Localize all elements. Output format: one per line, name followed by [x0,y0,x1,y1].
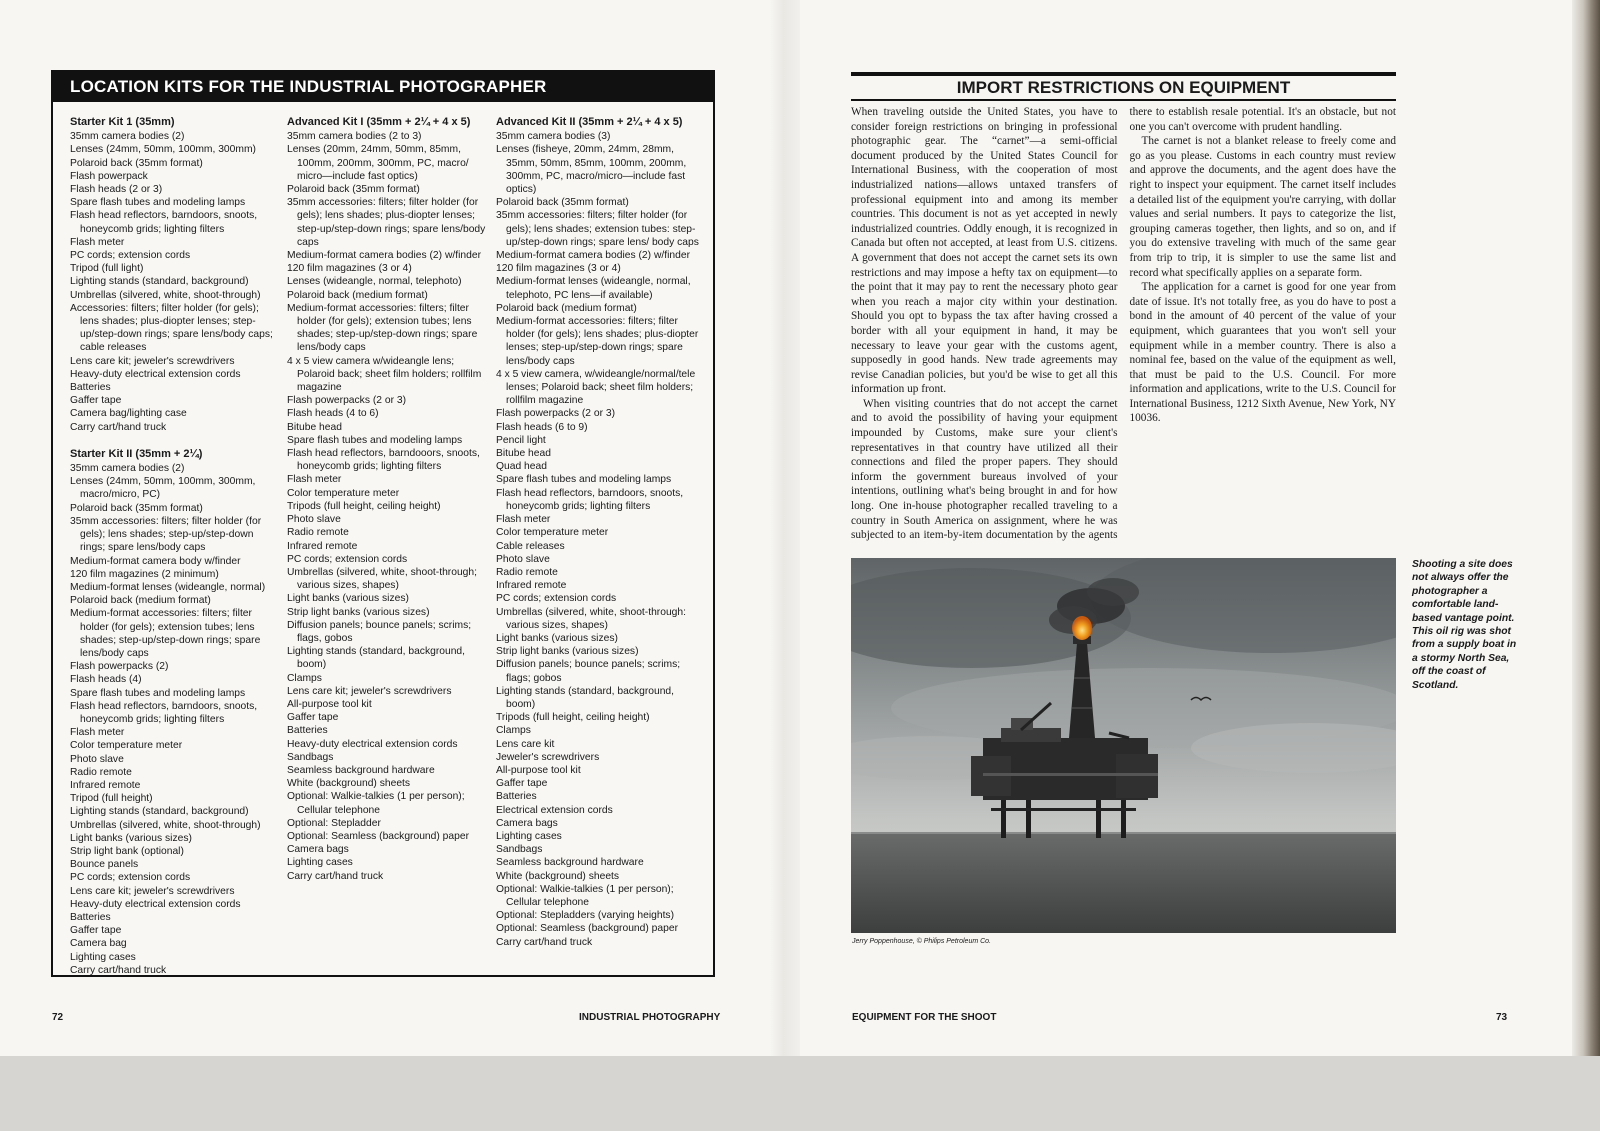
kit-item: White (background) sheets [496,870,620,882]
location-kits-box [51,70,715,977]
kit-column-2 [287,116,487,897]
kit-item: Optional: Seamless (background) paper [496,923,679,935]
kit-item: Umbrellas (silvered, white, shoot-through; various sizes, shapes) [287,566,477,592]
kit-item: Polaroid back (35mm format) [496,197,629,209]
kit-item: Accessories: filters; filter holder (for gels); lens shades; plus-diopter lenses; step-up/step-down rings; spare lens/body caps; cable releases [70,302,273,354]
kit-item: Lighting cases [70,951,136,963]
running-footer-left: INDUSTRIAL PHOTOGRAPHY [579,1012,721,1023]
kit-item: Carry cart/hand truck [287,870,384,882]
kit-heading: Starter Kit 1 (35mm) [70,116,175,128]
oil-rig-photo [851,558,1396,933]
kit-item: Strip light bank (optional) [70,845,184,857]
kit-item: Optional: Seamless (background) paper [287,830,470,842]
kit-item: Batteries [496,791,537,803]
kit-item: Tripods (full height, ceiling height) [287,500,441,512]
background-surface [0,1056,1600,1131]
kit-item: 120 film magazines (3 or 4) [287,263,412,275]
kit-item: Light banks (various sizes) [287,593,409,605]
kit-item: Pencil light [496,434,546,446]
kit-item: Seamless background hardware [287,764,435,776]
kit-item: Light banks (various sizes) [70,832,192,844]
kit-heading: Advanced Kit I (35mm + 2¼ + 4 x 5) [287,116,471,128]
kit-item: 35mm accessories: filters; filter holder (for gels); lens shades; step-up/step-down rings; spare lens/body caps [70,515,262,554]
kit-item: Polaroid back (medium format) [496,302,637,314]
kit-item: PC cords; extension cords [496,593,617,605]
kit-item: Medium-format lenses (wideangle, normal) [70,581,266,593]
page-number-right: 73 [1496,1012,1508,1023]
kit-item: Camera bags [496,817,558,829]
kit-item: Polaroid back (medium format) [287,289,428,301]
kit-item: Optional: Stepladders (varying heights) [496,910,675,922]
kit-item: Polaroid back (medium format) [70,595,211,607]
kit-column-1 [70,116,275,991]
kit-item: Heavy-duty electrical extension cords [287,738,458,750]
kit-item: Seamless background hardware [496,857,644,869]
kit-item: Camera bag [70,938,127,950]
kit-item: PC cords; extension cords [70,872,191,884]
kit-item: Lighting stands (standard, background) [70,806,249,818]
box-title: LOCATION KITS FOR THE INDUSTRIAL PHOTOGRAPHER [53,72,713,102]
kit-item: Gaffer tape [70,925,122,937]
kit-item: 35mm accessories: filters; filter holder (for gels); lens shades; extension tubes: step-up/step-down rings; spare lens/ body caps [496,210,699,248]
title-rule-top [851,72,1396,76]
kit-item: Diffusion panels; bounce panels; scrims; flags, gobos [287,619,472,644]
kit-item: 4 x 5 view camera w/wideangle lens; Polaroid back; sheet film holders; rollfilm magazine [287,355,482,394]
kit-item: 35mm camera bodies (2 to 3) [287,131,422,143]
kit-item: Flash head reflectors, barndoors, snoots, honeycomb grids; lighting filters [496,487,684,512]
kit-item: Infrared remote [496,580,567,592]
kit-item-list [70,462,275,977]
kit-item: Umbrellas (silvered, white, shoot-through) [70,289,261,301]
running-footer-right: EQUIPMENT FOR THE SHOOT [852,1012,997,1023]
kit-item: Heavy-duty electrical extension cords [70,368,241,380]
kit-item: Umbrellas (silvered, white, shoot-through: various sizes, shapes) [496,606,686,631]
kit-item: Radio remote [287,527,349,539]
photo-caption: Shooting a site does not always offer the photographer a comfortable land-based vantage point. This oil rig was shot from a supply boat in a stormy North Sea, off the coast of Scotland. [1412,559,1517,691]
kit-item: Lighting cases [496,830,562,842]
kit-item: Flash head reflectors, barndoors, snoots, honeycomb grids; lighting filters [70,700,258,725]
kit-item: Color temperature meter [70,740,183,752]
kit-item: Lighting stands (standard, background, boom) [496,685,675,710]
kit-item: Quad head [496,461,547,473]
kit-item: 4 x 5 view camera, w/wideangle/normal/tele lenses; Polaroid back; sheet film holders; rollfilm magazine [496,368,696,407]
kit-item: 35mm accessories: filters; filter holder (for gels); lens shades; plus-diopter lenses; step-up/step-down rings; spare lens/body caps [287,197,486,248]
kit-item: Flash meter [70,727,125,739]
article-paragraph: The carnet is not a blanket release to freely come and go as you please. Customs in each country must review and approve the documents, and the agent does have the right to inspect your equipment. The carnet itself includes a detailed list of the equipment you're carrying, with dollar values and serial numbers. It pays to categorize the list, grouping cameras together, then lights, and so on, and if you do extensive traveling with much of the same gear from trip to trip, it is simpler to use the same list and record what specifically applies on a separate form. [1129,135,1396,279]
kit-item: Optional: Walkie-talkies (1 per person); Cellular telephone [287,791,465,816]
kit-item: Flash meter [287,474,342,486]
kit-item: Jeweler's screwdrivers [496,751,600,763]
kit-item: Lenses (24mm, 50mm, 100mm, 300mm) [70,144,256,156]
kit-item: Bitube head [496,448,551,460]
kit-item: Flash heads (4) [70,674,142,686]
kit-item: 120 film magazines (2 minimum) [70,568,219,580]
kit-item: Medium-format camera bodies (2) w/finder [496,250,690,262]
kit-item: Polaroid back (35mm format) [287,184,420,196]
kit-item: Gaffer tape [287,712,339,724]
page-gutter [770,0,800,1056]
kit-item: Sandbags [496,844,543,856]
kit-item: Medium-format camera bodies (2) w/finder [287,250,481,262]
kit-item: Tripods (full height, ceiling height) [496,712,650,724]
article-body [851,105,1396,545]
kit-item: Flash powerpacks (2 or 3) [287,395,407,407]
kit-item: Batteries [70,911,111,923]
kit-item: Flash powerpacks (2 or 3) [496,408,616,420]
title-rule-bottom [851,99,1396,101]
article-title: IMPORT RESTRICTIONS ON EQUIPMENT [956,78,1291,97]
kit-item: White (background) sheets [287,778,411,790]
kit-item: Light banks (various sizes) [496,632,618,644]
kit-item: Color temperature meter [287,487,400,499]
kit-item: Spare flash tubes and modeling lamps [70,687,246,699]
article-paragraph: When visiting countries that do not accept the carnet and to avoid the possibility of having your equipment impounded by Customs, make sure your client's representatives in that country have utilized all their connections and filed the proper papers. They should inform the government bureaus involved of your intentions, outlining what's being brought in and for how long. One in-house photographer recalled traveling to a country in South America on assignment, where he was subjected to an item-by-item documentation by the agents there to establish resale potential. It's an obstacle, but not one you can't overcome with prudent handling. [851,106,1396,542]
kit-item: Carry cart/hand truck [70,964,167,976]
kit-item: Strip light banks (various sizes) [287,606,430,618]
page-number-left: 72 [52,1012,64,1023]
kit-item: Strip light banks (various sizes) [496,646,639,658]
kit-item: Gaffer tape [70,395,122,407]
kit-item: Lenses (wideangle, normal, telephoto) [287,276,462,288]
kit-heading: Starter Kit II (35mm + 2¼) [70,447,203,460]
kit-item: Optional: Walkie-talkies (1 per person); Cellular telephone [496,883,674,908]
kit-item: Flash heads (4 to 6) [287,408,379,420]
kit-item-list [70,130,275,434]
kit-item: Medium-format camera body w/finder [70,555,241,567]
kit-item: Spare flash tubes and modeling lamps [70,197,246,209]
page-edge [1572,0,1600,1056]
kit-item: PC cords; extension cords [287,553,408,565]
kit-item: Flash heads (6 to 9) [496,421,588,433]
kit-item: Camera bag/lighting case [70,408,187,420]
kit-item: Photo slave [70,753,124,765]
kit-item: Flash heads (2 or 3) [70,184,163,196]
kit-item: Gaffer tape [496,778,548,790]
kit-item: Lens care kit; jeweler's screwdrivers [287,685,452,697]
kit-item-list [496,130,701,949]
kit-item: Flash powerpacks (2) [70,661,169,673]
kit-item: Carry cart/hand truck [70,421,167,433]
kit-item: Spare flash tubes and modeling lamps [496,474,672,486]
kit-item: Camera bags [287,844,349,856]
kit-item: Clamps [287,672,322,684]
kit-item: Spare flash tubes and modeling lamps [287,434,463,446]
kit-item: Bounce panels [70,859,139,871]
oil-rig-illustration [851,558,1396,933]
kit-item: Lenses (fisheye, 20mm, 24mm, 28mm, 35mm, 50mm, 85mm, 100mm, 200mm, 300mm, PC, macro/micro—include fast optics) [496,144,687,196]
kit-item: Heavy-duty electrical extension cords [70,898,241,910]
kit-item: Radio remote [70,766,132,778]
kit-item: Medium-format accessories: filters; filter holder (for gels); extension tubes; lens shades; step-up/step-down rings; spare lens/body caps [70,608,261,659]
kit-item: Medium-format accessories: filters; filter holder (for gels); lens shades; plus-diopter lenses; step-up/step-down rings; spare lens/body caps [496,316,699,367]
kit-item: 35mm camera bodies (3) [496,131,611,143]
kit-item: 120 film magazines (3 or 4) [496,263,621,275]
kit-item: Cable releases [496,540,565,552]
kit-item: Color temperature meter [496,527,609,539]
kit-item: Flash head reflectors, barndooors, snoots, honeycomb grids; lighting filters [287,448,480,473]
kit-item: Radio remote [496,566,558,578]
kit-item: Carry cart/hand truck [496,936,593,948]
kit-item: Lens care kit [496,738,555,750]
kit-heading: Advanced Kit II (35mm + 2¼ + 4 x 5) [496,116,683,128]
kit-item: Lighting stands (standard, background, boom) [287,646,466,671]
kit-item: Polaroid back (35mm format) [70,157,203,169]
article-paragraph: When traveling outside the United States, you have to consider foreign restrictions on bringing in professional photographic gear. The “carnet”—a semi-official document produced by the United States Council for International Business, with the cooperation of most industrialized nations—allows untaxed transfers of professional equipment into and among its member countries. This document is not as yet accepted in newly industrialized countries. Oddly enough, it is recognized in Canada but often not accepted, at least from U.S. citizens. A government that does not accept the carnet sets its own restrictions and may impose a hefty tax on equipment—to the point that it may pay to rent the necessary photo gear when you reach a major city within your destination. Should you opt to bypass the tax after having crossed a border with all your equipment in hand, it may be necessary to leave your gear with the customs agent, supposedly in good hands. New trade agreements may revise Canadian policies, but you'd be wise to get all this information up front. [851,106,1118,396]
kit-item: Umbrellas (silvered, white, shoot-through) [70,819,261,831]
kit-item: Infrared remote [70,779,141,791]
kit-item: Batteries [70,382,111,394]
kit-item: Infrared remote [287,540,358,552]
kit-item: Lenses (24mm, 50mm, 100mm, 300mm, macro/micro, PC) [70,476,256,501]
kit-item: All-purpose tool kit [496,764,581,776]
kit-item: Lens care kit; jeweler's screwdrivers [70,885,235,897]
kit-item: Batteries [287,725,328,737]
kit-item: Flash head reflectors, barndoors, snoots, honeycomb grids; lighting filters [70,210,258,235]
kit-item: Diffusion panels; bounce panels; scrims; flags; gobos [496,659,681,684]
kit-item: Clamps [496,725,531,737]
kit-item: Bitube head [287,421,342,433]
kit-item: Flash meter [496,514,551,526]
kit-item: Tripod (full height) [70,793,153,805]
kit-item: Photo slave [496,553,550,565]
article-paragraph: The application for a carnet is good for one year from date of issue. It's not totally free, as you do have to post a bond in the amount of 40 percent of the value of your equipment, which guarantees that you won't sell your equipment while in a member country. There is also a nominal fee, based on the value of the equipment as well, that must be paid to the U.S. Council. For more information and applications, write to the U.S. Council for International Business, 1212 Sixth Avenue, New York, NY 10036. [1129,281,1396,425]
kit-item: Sandbags [287,751,334,763]
photo-credit: Jerry Poppenhouse, © Philips Petroleum Co. [852,938,992,945]
kit-item: 35mm camera bodies (2) [70,463,185,475]
kit-item: Lens care kit; jeweler's screwdrivers [70,355,235,367]
kit-item: Optional: Stepladder [287,817,381,829]
kit-item: Medium-format lenses (wideangle, normal, telephoto, PC lens—if available) [496,276,691,301]
kit-item: PC cords; extension cords [70,250,191,262]
kit-item-list [287,130,487,883]
kit-item: Lighting stands (standard, background) [70,276,249,288]
kit-item: Tripod (full light) [70,263,144,275]
kit-item: Flash meter [70,236,125,248]
kit-item: Lenses (20mm, 24mm, 50mm, 85mm, 100mm, 200mm, 300mm, PC, macro/ micro—include fast optics) [287,144,469,182]
kit-item: Medium-format accessories: filters; filter holder (for gels); extension tubes; lens shades; step-up/step-down rings; spare lens/body caps [287,302,478,354]
kit-item: Electrical extension cords [496,804,613,816]
kit-item: Polaroid back (35mm format) [70,502,203,514]
kit-item: Lighting cases [287,857,353,869]
kit-item: 35mm camera bodies (2) [70,131,185,143]
kit-item: Photo slave [287,514,341,526]
kit-item: Flash powerpack [70,170,148,182]
kit-column-3 [496,116,701,963]
kit-item: All-purpose tool kit [287,698,372,710]
